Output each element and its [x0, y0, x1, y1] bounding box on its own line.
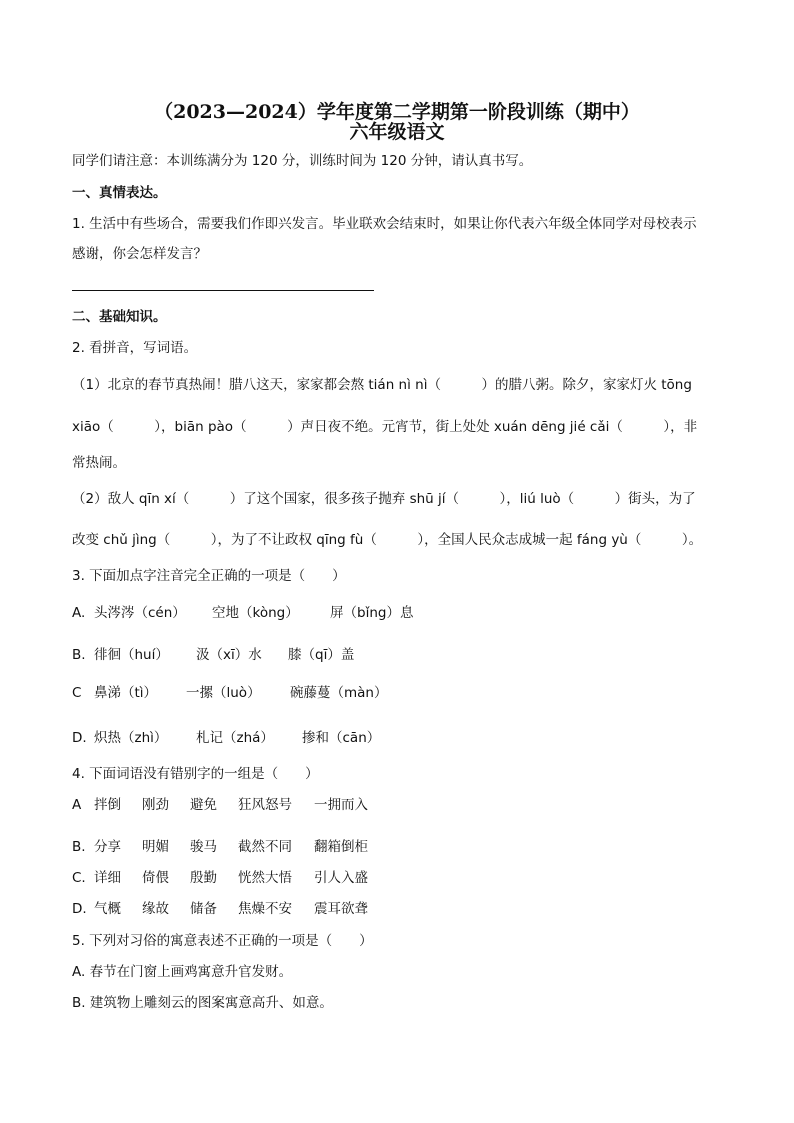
option-item: 狂风怒号	[238, 797, 292, 813]
question-4-option-b[interactable]	[72, 838, 368, 856]
option-item: 鼻涕（tì）	[94, 685, 158, 701]
question-3-option-c[interactable]	[72, 684, 387, 702]
option-item: 明媚	[142, 839, 169, 855]
option-item: 汲（xī）水	[196, 647, 262, 663]
option-item: 震耳欲聋	[314, 901, 368, 917]
option-letter: A.	[72, 605, 86, 621]
option-letter: A	[72, 797, 82, 813]
section-heading-2: 二、基础知识。	[72, 309, 167, 325]
option-letter: B.	[72, 839, 86, 855]
option-item: 截然不同	[238, 839, 292, 855]
option-item: 屏（bǐng）息	[330, 605, 414, 621]
option-item: 倚偎	[142, 870, 169, 886]
question-1-line-2: 感谢，你会怎样发言？	[72, 246, 207, 262]
page-subtitle: 六年级语文	[349, 121, 445, 143]
option-item: 拌倒	[94, 797, 121, 813]
question-3-prompt: 3. 下面加点字注音完全正确的一项是（ ）	[72, 568, 346, 584]
option-letter: D.	[72, 901, 87, 917]
option-item: 一拥而入	[314, 797, 368, 813]
option-item: 徘徊（huí）	[94, 647, 169, 663]
question-2-prompt: 2. 看拼音，写词语。	[72, 340, 198, 356]
notice: 同学们请注意：本训练满分为 120 分，训练时间为 120 分钟，请认真书写。	[72, 153, 533, 169]
option-item: 膝（qī）盖	[288, 647, 355, 663]
option-item: 引人入盛	[314, 870, 368, 886]
option-letter: C	[72, 685, 82, 701]
option-item: 焦燥不安	[238, 901, 292, 917]
option-item: 避免	[190, 797, 217, 813]
option-item: 刚劲	[142, 797, 169, 813]
option-item: 气概	[94, 901, 121, 917]
answer-line[interactable]	[72, 290, 374, 291]
option-item: 分享	[94, 839, 121, 855]
question-2-para1-line2: xiāo（ ），biān pào（ ）声日夜不绝。元宵节，街上处处 xuán dēng jié cǎi（ ），非	[72, 419, 698, 435]
page-title: （2023—2024）学年度第二学期第一阶段训练（期中）	[154, 101, 640, 123]
question-4-option-c[interactable]	[72, 869, 368, 887]
question-5-prompt: 5. 下列对习俗的寓意表述不正确的一项是（ ）	[72, 933, 373, 949]
question-2-para2-line1: （2）敌人 qīn xí（ ）了这个国家，很多孩子抛弃 shū jí（ ），liú luò（ ）街头，为了	[72, 491, 696, 507]
question-1-line-1: 1. 生活中有些场合，需要我们作即兴发言。毕业联欢会结束时，如果让你代表六年级全体同学对母校表示	[72, 216, 697, 232]
question-3-option-d[interactable]	[72, 729, 380, 747]
question-2-para2-line2: 改变 chǔ jìng（ ），为了不让政权 qīng fù（ ），全国人民众志成城一起 fáng yù（ ）。	[72, 532, 703, 548]
option-item: 殷勤	[190, 870, 217, 886]
section-heading-1: 一、真情表达。	[72, 185, 167, 201]
option-item: 碗藤蔓（màn）	[290, 685, 388, 701]
question-2-para1-line1: （1）北京的春节真热闹！腊八这天，家家都会熬 tián nì nì（ ）的腊八粥。除夕，家家灯火 tōng	[72, 377, 692, 393]
option-item: 翻箱倒柜	[314, 839, 368, 855]
option-item: 储备	[190, 901, 217, 917]
option-item: 札记（zhá）	[196, 730, 274, 746]
question-3-option-a[interactable]	[72, 604, 413, 622]
question-5-option-a[interactable]: A. 春节在门窗上画鸡寓意升官发财。	[72, 964, 293, 980]
option-item: 一摞（luò）	[186, 685, 261, 701]
option-item: 详细	[94, 870, 121, 886]
option-item: 缘故	[142, 901, 169, 917]
option-item: 恍然大悟	[238, 870, 292, 886]
option-letter: D.	[72, 730, 87, 746]
option-item: 炽热（zhì）	[94, 730, 168, 746]
option-letter: C.	[72, 870, 86, 886]
question-4-prompt: 4. 下面词语没有错别字的一组是（ ）	[72, 766, 319, 782]
option-item: 头涔涔（cén）	[94, 605, 186, 621]
option-item: 骏马	[190, 839, 217, 855]
option-letter: B.	[72, 647, 86, 663]
question-4-option-a[interactable]	[72, 796, 368, 814]
question-2-para1-line3: 常热闹。	[72, 455, 126, 471]
option-item: 空地（kòng）	[212, 605, 299, 621]
question-4-option-d[interactable]	[72, 900, 368, 918]
option-item: 掺和（cān）	[302, 730, 381, 746]
question-5-option-b[interactable]: B. 建筑物上雕刻云的图案寓意高升、如意。	[72, 995, 333, 1011]
question-3-option-b[interactable]	[72, 646, 354, 664]
